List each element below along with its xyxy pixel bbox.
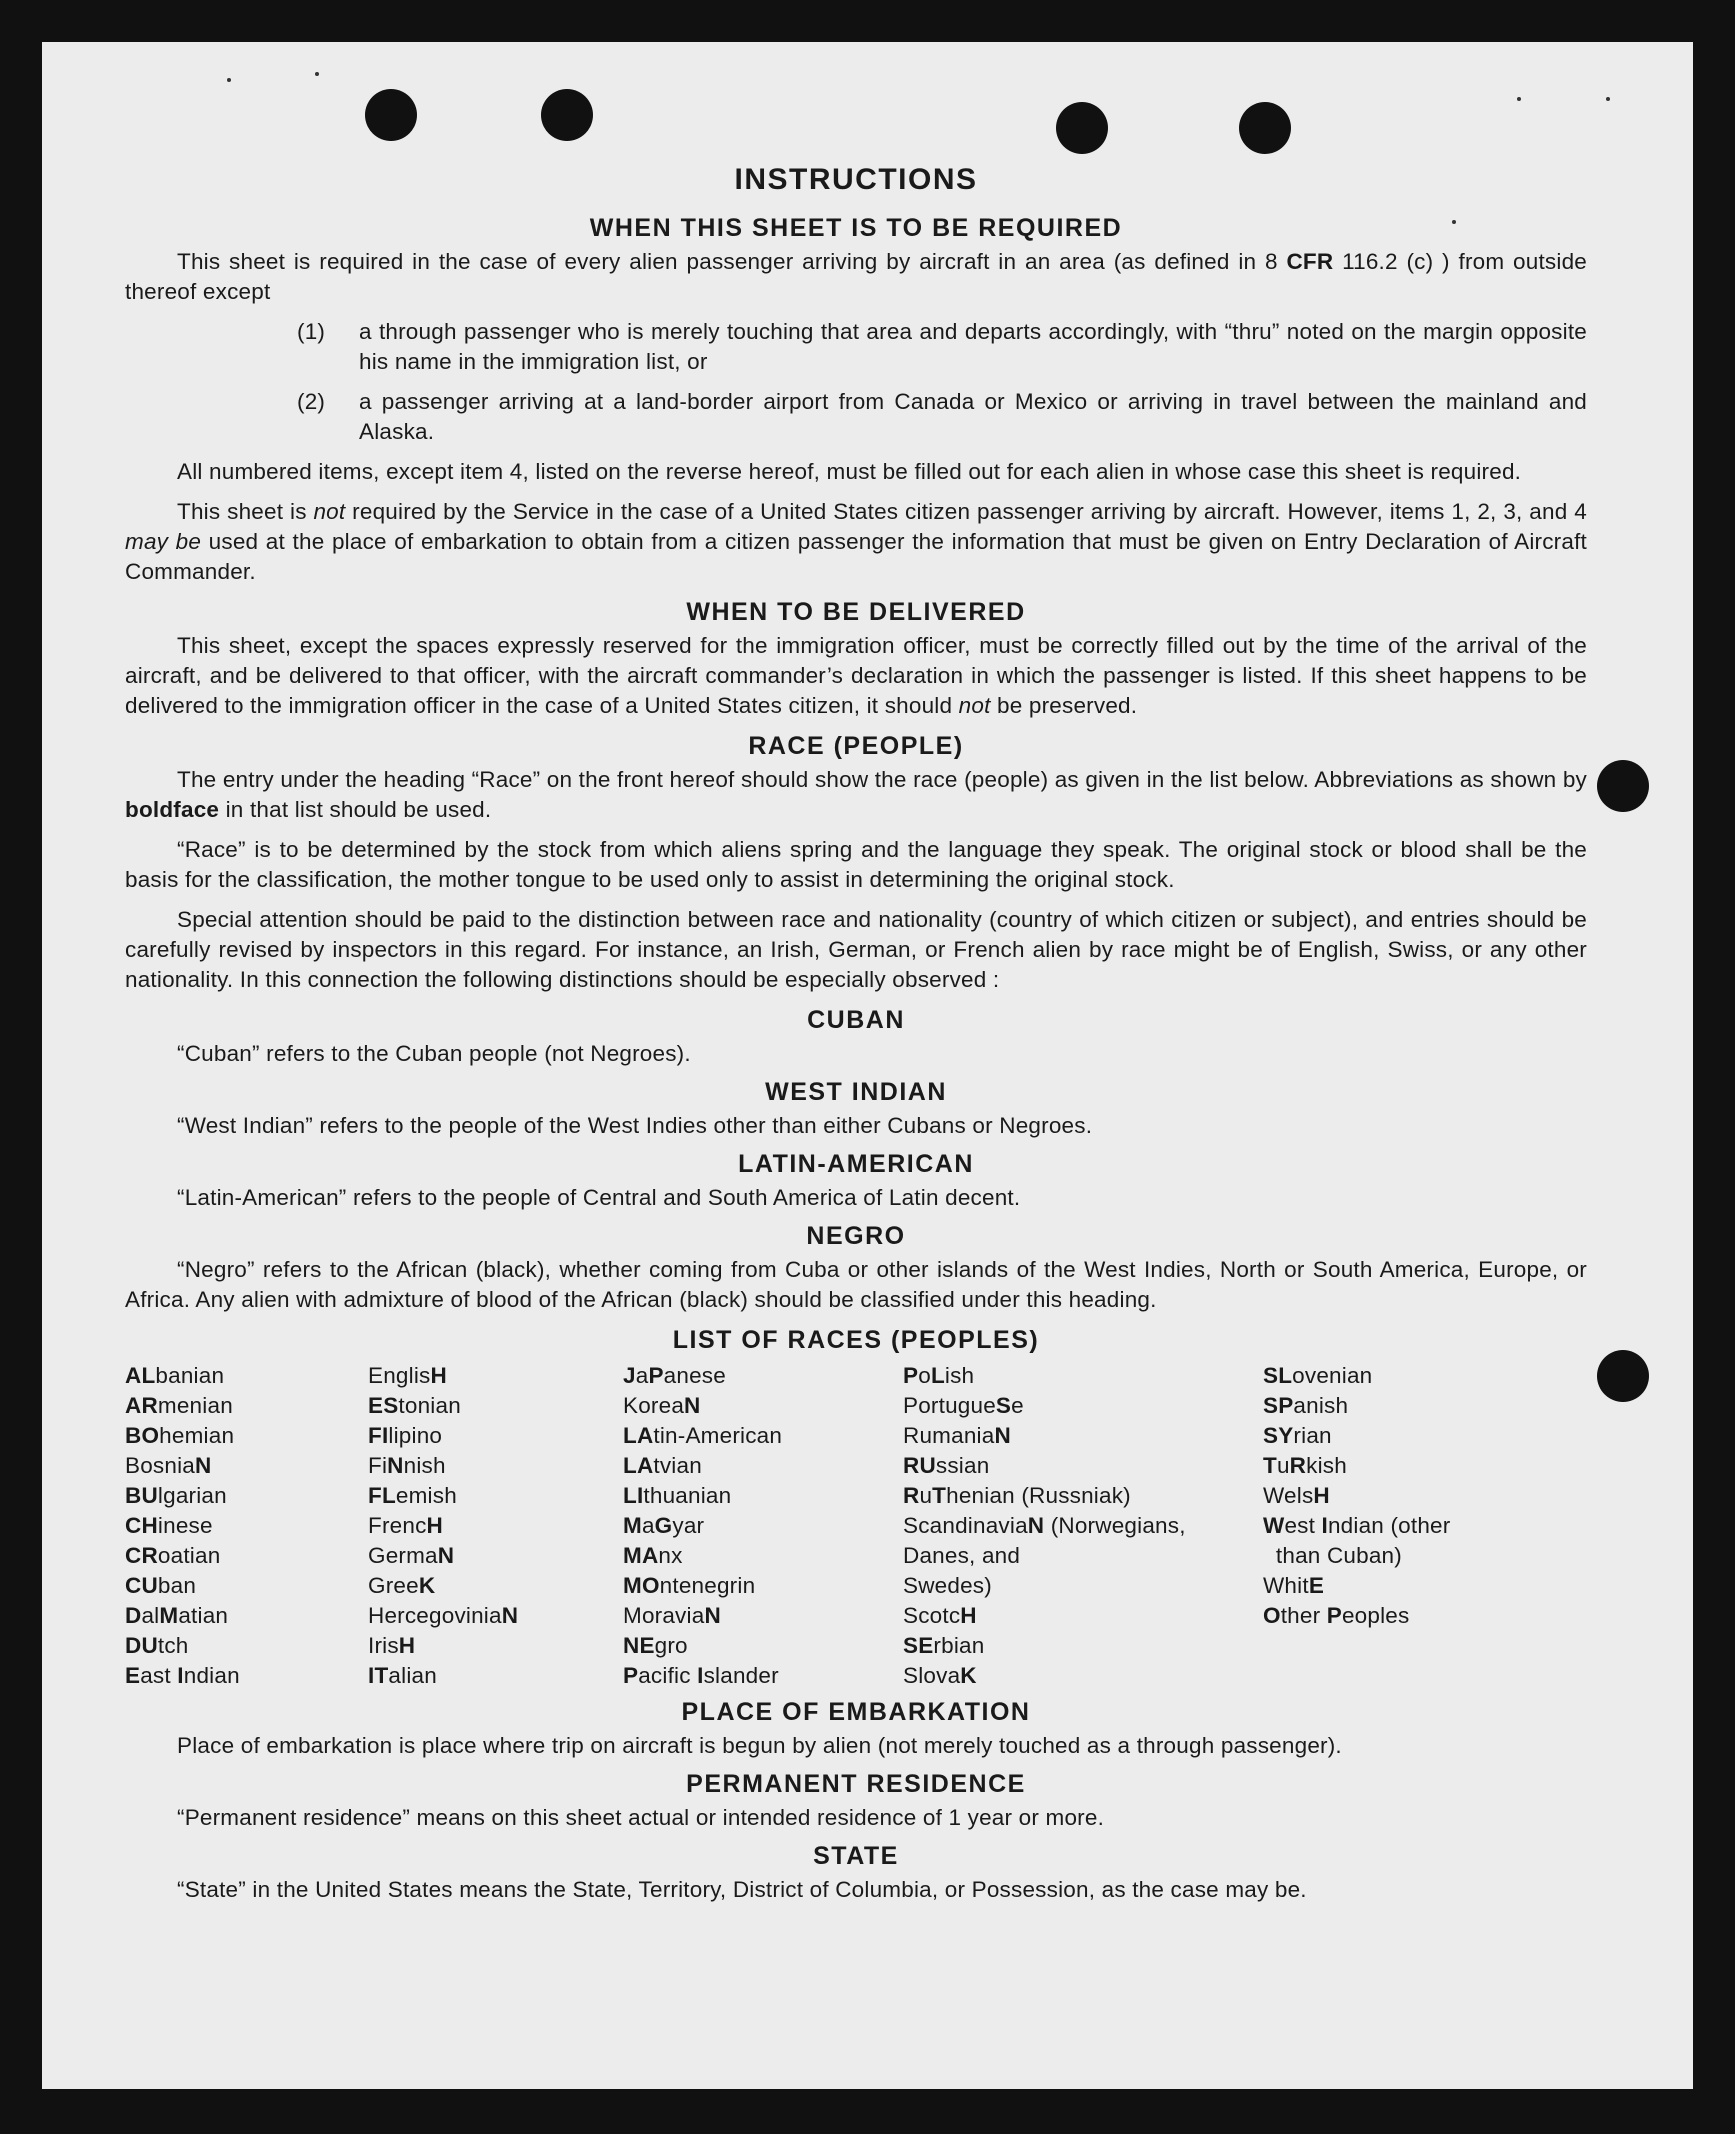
race-entry — [368, 1481, 623, 1511]
race-abbrev: FI — [368, 1423, 389, 1448]
section-heading-residence: PERMANENT RESIDENCE — [686, 1770, 1026, 1798]
race-abbrev: I — [177, 1663, 184, 1688]
races-column — [1263, 1361, 1553, 1691]
race-text: ther — [1280, 1603, 1327, 1628]
race-text: Whit — [1263, 1573, 1309, 1598]
race-entry — [125, 1601, 368, 1631]
race-entry — [125, 1631, 368, 1661]
paragraph: All numbered items, except item 4, listed on the reverse hereof, must be filled out for each alien in whose case this sheet is required. — [177, 459, 1522, 484]
race-entry — [623, 1571, 903, 1601]
race-text: tin-American — [653, 1423, 783, 1448]
race-text: eoples — [1341, 1603, 1410, 1628]
race-entry — [1263, 1511, 1553, 1541]
race-entry — [368, 1391, 623, 1421]
text-run: This sheet is — [177, 499, 314, 524]
paragraph: “Race” is to be determined by the stock from which aliens spring and the language they speak. The original stock or blood shall be the basis for the classification, the mother tongue to be used only to assist in determining the original stock. — [125, 837, 1587, 892]
race-abbrev: SL — [1263, 1363, 1293, 1388]
race-text: e — [1011, 1393, 1024, 1418]
text-run-bold: CFR — [1286, 249, 1334, 274]
race-entry — [1263, 1361, 1553, 1391]
race-abbrev: P — [1326, 1603, 1342, 1628]
race-text: a — [641, 1513, 655, 1538]
race-entry — [903, 1661, 1263, 1691]
race-text: Wels — [1263, 1483, 1314, 1508]
ink-speck — [227, 78, 231, 82]
race-entry — [368, 1571, 623, 1601]
race-text: slander — [703, 1663, 779, 1688]
race-text: Danes, and — [903, 1543, 1021, 1568]
race-abbrev: R — [903, 1483, 920, 1508]
ink-speck — [1606, 97, 1610, 101]
item-text: a through passenger who is merely touching that area and departs accordingly, with “thru” noted on the margin opposite his name in the immigration list, or — [359, 319, 1587, 374]
race-entry — [903, 1481, 1263, 1511]
race-text: Germa — [368, 1543, 438, 1568]
race-text: Rumania — [903, 1423, 995, 1448]
races-column — [125, 1361, 368, 1691]
punch-hole — [541, 89, 593, 141]
paragraph — [125, 247, 1587, 307]
race-text: est — [1284, 1513, 1322, 1538]
race-abbrev: N — [195, 1453, 212, 1478]
races-column — [623, 1361, 903, 1691]
race-abbrev: N — [437, 1543, 455, 1568]
race-text: hemian — [159, 1423, 235, 1448]
races-list — [125, 1361, 1587, 1691]
race-text: Scotc — [903, 1603, 961, 1628]
race-text: (Norwegians, — [1044, 1513, 1186, 1538]
race-text: lipino — [388, 1423, 443, 1448]
race-abbrev: RU — [903, 1453, 936, 1478]
race-entry — [1263, 1571, 1553, 1601]
race-abbrev: AR — [125, 1393, 158, 1418]
punch-hole — [365, 89, 417, 141]
section-heading-cuban: CUBAN — [807, 1006, 905, 1034]
race-abbrev: M — [623, 1513, 642, 1538]
race-entry — [903, 1541, 1263, 1571]
race-entry — [623, 1451, 903, 1481]
race-text: ndian — [183, 1663, 240, 1688]
race-abbrev: N — [994, 1423, 1011, 1448]
race-text: tvian — [653, 1453, 702, 1478]
race-text: kish — [1306, 1453, 1347, 1478]
race-entry — [903, 1361, 1263, 1391]
race-text: acific — [638, 1663, 698, 1688]
item-number: (1) — [297, 319, 326, 344]
race-text: gro — [654, 1633, 688, 1658]
race-entry — [368, 1601, 623, 1631]
race-text: u — [919, 1483, 933, 1508]
race-text: anish — [1293, 1393, 1349, 1418]
race-abbrev: H — [1313, 1483, 1330, 1508]
race-text: a — [635, 1363, 649, 1388]
race-entry — [125, 1391, 368, 1421]
race-abbrev: G — [654, 1513, 673, 1538]
race-text: alian — [388, 1663, 437, 1688]
race-entry — [1263, 1541, 1553, 1571]
race-entry — [623, 1481, 903, 1511]
race-text: nx — [658, 1543, 683, 1568]
item-text: a passenger arriving at a land-border airport from Canada or Mexico or arriving in travel between the mainland and Alaska. — [359, 389, 1587, 444]
section-heading-latin-american: LATIN-AMERICAN — [738, 1150, 974, 1178]
race-abbrev: I — [697, 1663, 704, 1688]
race-entry — [623, 1661, 903, 1691]
section-heading-negro: NEGRO — [806, 1222, 906, 1250]
text-run: 116.2 (c) ) from outside thereof except — [125, 249, 1587, 304]
race-entry — [623, 1421, 903, 1451]
text-run: The entry under the heading “Race” on the front hereof should show the race (people) as given in the list below. Abbreviations as shown by — [177, 767, 1587, 792]
punch-hole — [1597, 760, 1649, 812]
race-abbrev: BO — [125, 1423, 160, 1448]
section-heading-race: RACE (PEOPLE) — [748, 732, 964, 760]
race-abbrev: CR — [125, 1543, 158, 1568]
race-text: u — [1276, 1453, 1290, 1478]
race-entry — [1263, 1481, 1553, 1511]
punch-hole — [1597, 1350, 1649, 1402]
list-item — [125, 387, 1587, 447]
race-abbrev: P — [623, 1663, 639, 1688]
text-run-bold: boldface — [125, 797, 220, 822]
race-abbrev: LA — [623, 1423, 654, 1448]
text-run: required by the Service in the case of a United States citizen passenger arriving by aircraft. However, items 1, 2, 3, and 4 — [345, 499, 1587, 524]
race-entry — [368, 1361, 623, 1391]
text-run: used at the place of embarkation to obtain from a citizen passenger the information that must be given on Entry Declaration of Aircraft Commander. — [125, 529, 1587, 584]
text-run: This sheet, except the spaces expressly reserved for the immigration officer, must be correctly filled out by the time of the arrival of the aircraft, and be delivered to that officer, with the aircraft commander’s declaration in which the passenger is listed. If this sheet happens to be delivered to the immigration officer in the case of a United States citizen, it should — [125, 633, 1587, 718]
race-entry — [368, 1421, 623, 1451]
punch-hole — [1239, 102, 1291, 154]
race-abbrev: AL — [125, 1363, 156, 1388]
race-entry — [903, 1631, 1263, 1661]
race-text: Scandinavia — [903, 1513, 1028, 1538]
race-entry — [1263, 1421, 1553, 1451]
race-abbrev: N — [704, 1603, 721, 1628]
race-entry — [368, 1631, 623, 1661]
race-entry — [368, 1661, 623, 1691]
instructions-text — [125, 165, 1587, 1913]
race-abbrev: P — [903, 1363, 919, 1388]
race-entry — [1263, 1391, 1553, 1421]
race-abbrev: P — [648, 1363, 664, 1388]
race-text: o — [918, 1363, 931, 1388]
race-abbrev: H — [960, 1603, 977, 1628]
race-text: Bosnia — [125, 1453, 195, 1478]
race-abbrev: S — [995, 1393, 1012, 1418]
race-entry — [125, 1451, 368, 1481]
section-heading-list-of-races: LIST OF RACES (PEOPLES) — [672, 1326, 1040, 1354]
race-text: menian — [157, 1393, 233, 1418]
race-abbrev: T — [932, 1483, 947, 1508]
race-text: henian (Russniak) — [946, 1483, 1131, 1508]
race-entry — [623, 1541, 903, 1571]
race-abbrev: N — [501, 1603, 519, 1628]
paragraph — [125, 497, 1587, 587]
race-abbrev: MO — [623, 1573, 660, 1598]
race-text: Korea — [623, 1393, 685, 1418]
race-text: inese — [157, 1513, 213, 1538]
race-entry — [1263, 1601, 1553, 1631]
race-abbrev: MA — [623, 1543, 659, 1568]
paragraph: “West Indian” refers to the people of the West Indies other than either Cubans or Negroes. — [177, 1113, 1093, 1138]
race-abbrev: N — [684, 1393, 701, 1418]
race-text: rbian — [933, 1633, 985, 1658]
paragraph: “Negro” refers to the African (black), whether coming from Cuba or other islands of the West Indies, North or South America, Europe, or Africa. Any alien with admixture of blood of the African (black) should be classified under this heading. — [125, 1257, 1587, 1312]
race-text: ban — [157, 1573, 197, 1598]
ink-speck — [1517, 97, 1521, 101]
race-text: oatian — [157, 1543, 221, 1568]
race-text: lgarian — [157, 1483, 227, 1508]
race-abbrev: T — [1263, 1453, 1277, 1478]
text-run-italic: not — [958, 693, 991, 718]
page-title: INSTRUCTIONS — [734, 163, 978, 196]
race-abbrev: E — [125, 1663, 141, 1688]
race-abbrev: D — [125, 1603, 142, 1628]
race-text: ish — [944, 1363, 975, 1388]
race-entry — [368, 1541, 623, 1571]
paragraph: “State” in the United States means the State, Territory, District of Columbia, or Possession, as the case may be. — [177, 1877, 1307, 1902]
ink-speck — [315, 72, 319, 76]
race-text: banian — [155, 1363, 225, 1388]
race-abbrev: K — [418, 1573, 436, 1598]
race-entry — [903, 1451, 1263, 1481]
races-column — [903, 1361, 1263, 1691]
race-abbrev: FL — [368, 1483, 396, 1508]
race-abbrev: K — [960, 1663, 977, 1688]
race-text: Slova — [903, 1663, 961, 1688]
race-abbrev: N — [1027, 1513, 1045, 1538]
race-abbrev: BU — [125, 1483, 158, 1508]
race-entry — [623, 1631, 903, 1661]
text-run-italic: not — [313, 499, 346, 524]
race-text: atian — [178, 1603, 229, 1628]
race-abbrev: M — [159, 1603, 179, 1628]
race-entry — [903, 1421, 1263, 1451]
race-text: Moravia — [623, 1603, 705, 1628]
race-text: yar — [672, 1513, 705, 1538]
section-heading-delivered: WHEN TO BE DELIVERED — [686, 598, 1026, 626]
race-entry — [368, 1511, 623, 1541]
race-entry — [368, 1451, 623, 1481]
item-number: (2) — [297, 389, 326, 414]
race-entry — [125, 1511, 368, 1541]
text-run: This sheet is required in the case of every alien passenger arriving by aircraft in an area (as defined in 8 — [177, 249, 1287, 274]
race-text: Portugue — [903, 1393, 996, 1418]
race-abbrev: H — [430, 1363, 447, 1388]
race-abbrev: SY — [1263, 1423, 1294, 1448]
race-abbrev: W — [1263, 1513, 1285, 1538]
race-text: nish — [403, 1453, 446, 1478]
race-text: anese — [663, 1363, 726, 1388]
race-abbrev: J — [623, 1363, 636, 1388]
text-run: in that list should be used. — [219, 797, 492, 822]
race-entry — [623, 1391, 903, 1421]
paragraph: “Permanent residence” means on this sheet actual or intended residence of 1 year or more. — [177, 1805, 1105, 1830]
race-entry — [623, 1511, 903, 1541]
paragraph — [125, 631, 1587, 721]
race-entry — [1263, 1451, 1553, 1481]
race-abbrev: LA — [623, 1453, 654, 1478]
race-text: Fi — [368, 1453, 388, 1478]
race-entry — [125, 1571, 368, 1601]
race-text: than Cuban) — [1263, 1543, 1402, 1568]
paragraph: “Latin-American” refers to the people of Central and South America of Latin decent. — [177, 1185, 1021, 1210]
race-abbrev: ES — [368, 1393, 399, 1418]
race-entry — [623, 1361, 903, 1391]
race-text: ovenian — [1292, 1363, 1373, 1388]
race-abbrev: L — [930, 1363, 945, 1388]
race-text: tch — [157, 1633, 189, 1658]
race-entry — [125, 1541, 368, 1571]
race-entry — [623, 1601, 903, 1631]
race-abbrev: SE — [903, 1633, 934, 1658]
race-text: Swedes) — [903, 1573, 992, 1598]
race-text: ssian — [935, 1453, 990, 1478]
text-run-italic: may be — [125, 529, 202, 554]
paragraph — [125, 765, 1587, 825]
race-abbrev: NE — [623, 1633, 655, 1658]
race-abbrev: DU — [125, 1633, 158, 1658]
paragraph: Place of embarkation is place where trip on aircraft is begun by alien (not merely touched as a through passenger). — [177, 1733, 1342, 1758]
race-text: ntenegrin — [659, 1573, 756, 1598]
paragraph: Special attention should be paid to the distinction between race and nationality (country of which citizen or subject), and entries should be carefully revised by inspectors in this regard. For instance, an Irish, German, or French alien by race might be of English, Swiss, or any other nationality. In this connection the following distinctions should be especially observed : — [125, 907, 1587, 992]
race-text: ast — [140, 1663, 178, 1688]
race-text: ndian (other — [1327, 1513, 1451, 1538]
race-entry — [903, 1511, 1263, 1541]
race-abbrev: H — [398, 1633, 416, 1658]
race-text: Frenc — [368, 1513, 427, 1538]
paragraph: “Cuban” refers to the Cuban people (not Negroes). — [177, 1041, 691, 1066]
race-text: rian — [1293, 1423, 1332, 1448]
race-entry — [903, 1601, 1263, 1631]
race-text: Englis — [368, 1363, 431, 1388]
section-heading-embarkation: PLACE OF EMBARKATION — [681, 1698, 1031, 1726]
race-entry — [125, 1661, 368, 1691]
race-abbrev: O — [1263, 1603, 1281, 1628]
race-text: thuanian — [643, 1483, 732, 1508]
race-text: Hercegovinia — [368, 1603, 502, 1628]
section-heading-west-indian: WEST INDIAN — [765, 1078, 947, 1106]
race-abbrev: R — [1289, 1453, 1307, 1478]
race-abbrev: IT — [368, 1663, 389, 1688]
race-abbrev: LI — [623, 1483, 644, 1508]
race-abbrev: E — [1308, 1573, 1325, 1598]
section-heading-state: STATE — [813, 1842, 899, 1870]
list-item — [125, 317, 1587, 377]
race-abbrev: H — [426, 1513, 443, 1538]
race-entry — [903, 1391, 1263, 1421]
race-entry — [125, 1421, 368, 1451]
race-abbrev: CH — [125, 1513, 158, 1538]
races-column — [368, 1361, 623, 1691]
race-entry — [125, 1361, 368, 1391]
race-text: Iris — [368, 1633, 399, 1658]
race-abbrev: CU — [125, 1573, 158, 1598]
race-abbrev: N — [387, 1453, 404, 1478]
race-entry — [125, 1481, 368, 1511]
section-heading-required: WHEN THIS SHEET IS TO BE REQUIRED — [589, 214, 1123, 242]
race-text: al — [141, 1603, 160, 1628]
race-abbrev: SP — [1263, 1393, 1294, 1418]
race-text: emish — [395, 1483, 457, 1508]
race-text: tonian — [398, 1393, 461, 1418]
punch-hole — [1056, 102, 1108, 154]
race-text: Gree — [368, 1573, 419, 1598]
race-abbrev: I — [1321, 1513, 1328, 1538]
race-entry — [903, 1571, 1263, 1601]
text-run: be preserved. — [990, 693, 1138, 718]
